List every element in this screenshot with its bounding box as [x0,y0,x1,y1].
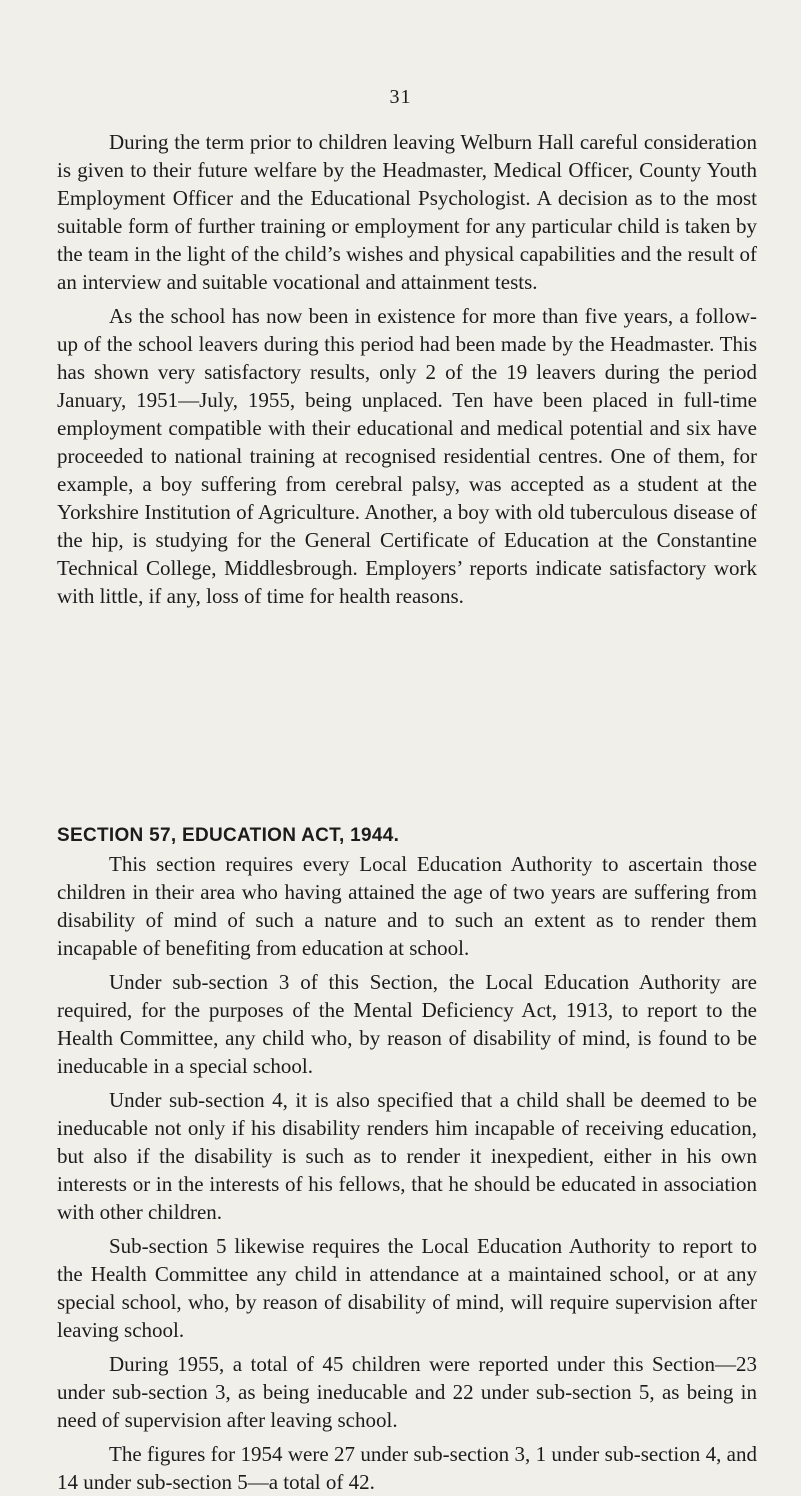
intro-section [57,128,757,610]
paragraph-1954-figures: The figures for 1954 were 27 under sub-section 3, 1 under sub-section 4, and 14 under sub-section 5—a total of 42. [57,1442,757,1494]
page-number: 31 [389,86,412,108]
paragraph-follow-up: As the school has now been in existence for more than five years, a follow-up of the school leavers during this period had been made by the Headmaster. This has shown very satisfactory results, only 2 of the 19 leavers during the period January, 1951—July, 1955, being unplaced. Ten have been placed in full-time employment compatible with their educational and medical potential and six have proceeded to national training at recognised residential centres. One of them, for example, a boy suffering from cerebral palsy, was accepted as a student at the Yorkshire Institution of Agriculture. Another, a boy with old tuberculous disease of the hip, is studying for the General Certificate of Education at the Constantine Technical College, Middlesbrough. Employers’ reports indicate satisfactory work with little, if any, loss of time for health reasons. [57,304,757,608]
section-57-body [57,850,757,1496]
paragraph-section-purpose: This section requires every Local Education Authority to ascertain those children in their area who having attained the age of two years are suffering from disability of mind of such a nature and to such an extent as to render them incapable of benefiting from education at school. [57,852,757,960]
section-heading: SECTION 57, EDUCATION ACT, 1944. [57,825,400,846]
paragraph-subsection-4: Under sub-section 4, it is also specified that a child shall be deemed to be ineducable not only if his disability renders him incapable of receiving education, but also if the disability is such as to render it inexpedient, either in his own interests or in the interests of his fellows, that he should be educated in association with other children. [57,1088,757,1224]
paragraph-leavers-welfare: During the term prior to children leaving Welburn Hall careful consideration is given to their future welfare by the Headmaster, Medical Officer, County Youth Employment Officer and the Educational Psychologist. A decision as to the most suitable form of further training or employment for any particular child is taken by the team in the light of the child’s wishes and physical capabilities and the result of an interview and suitable vocational and attainment tests. [57,130,757,294]
paragraph-subsection-3: Under sub-section 3 of this Section, the Local Education Authority are required, for the purposes of the Mental Deficiency Act, 1913, to report to the Health Committee, any child who, by reason of disability of mind, is found to be ineducable in a special school. [57,970,757,1078]
paragraph-1955-figures: During 1955, a total of 45 children were reported under this Section—23 under sub-section 3, as being ineducable and 22 under sub-section 5, as being in need of supervision after leaving school. [57,1352,757,1432]
paragraph-subsection-5: Sub-section 5 likewise requires the Local Education Authority to report to the Health Committee any child in attendance at a maintained school, or at any special school, who, by reason of disability of mind, will require supervision after leaving school. [57,1234,757,1342]
